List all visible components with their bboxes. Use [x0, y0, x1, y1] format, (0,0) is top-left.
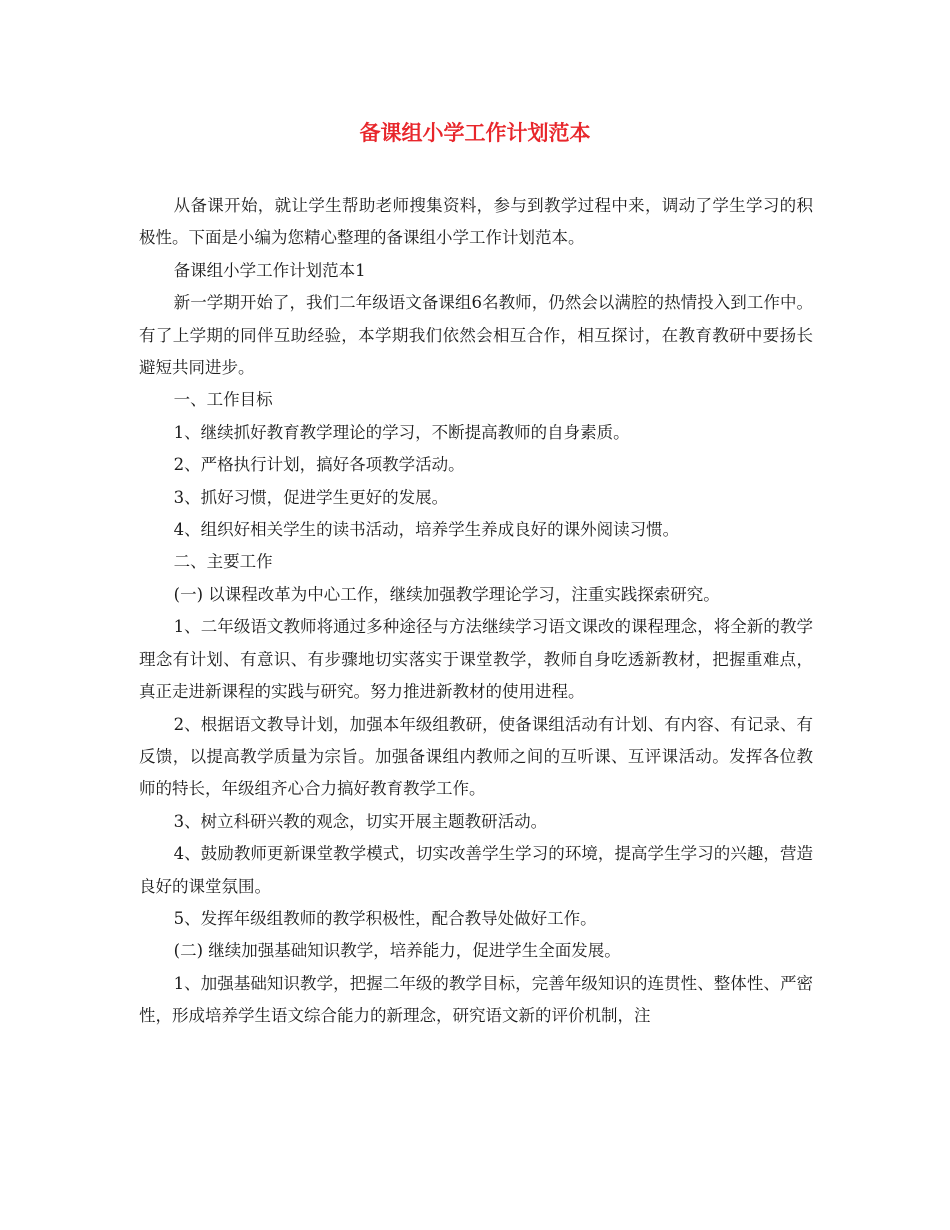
list-item: 5、发挥年级组教师的教学积极性，配合教导处做好工作。 [173, 908, 597, 928]
list-item: 1、加强基础知识教学，把握二年级的教学目标，完善年级知识的连贯性、整体性、严密性，形成培养学生语文综合能力的新理念，研究语文新的评价机制，注 [139, 973, 813, 1026]
list-item: 3、树立科研兴教的观念，切实开展主题教研活动。 [173, 811, 548, 831]
paragraph: 从备课开始，就让学生帮助老师搜集资料，参与到教学过程中来，调动了学生学习的积极性。下面是小编为您精心整理的备课组小学工作计划范本。 [139, 196, 813, 248]
list-item: 2、根据语文教导计划，加强本年级组教研，使备课组活动有计划、有内容、有记录、有反馈，以提高教学质量为宗旨。加强备课组内教师之间的互听课、互评课活动。发挥各位教师的特长，年级组齐心合力搞好教育教学工作。 [139, 714, 813, 799]
list-item: 2、严格执行计划，搞好各项教学活动。 [173, 455, 465, 475]
paragraph: 新一学期开始了，我们二年级语文备课组6名教师，仍然会以满腔的热情投入到工作中。有了上学期的同伴互助经验，本学期我们依然会相互合作，相互探讨，在教育教研中要扬长避短共同进步。 [139, 293, 813, 378]
section-heading: 二、主要工作 [173, 552, 273, 572]
list-item: 1、二年级语文教师将通过多种途径与方法继续学习语文课改的课程理念，将全新的教学理念有计划、有意识、有步骤地切实落实于课堂教学，教师自身吃透新教材，把握重难点，真正走进新课程的实践与研究。努力推进新教材的使用进程。 [139, 617, 813, 702]
section-heading: 一、工作目标 [173, 390, 273, 410]
document-body [139, 190, 813, 1033]
section-heading: 备课组小学工作计划范本1 [173, 260, 366, 280]
list-item: 4、鼓励教师更新课堂教学模式，切实改善学生学习的环境，提高学生学习的兴趣，营造良好的课堂氛围。 [139, 844, 813, 896]
list-item: 1、继续抓好教育教学理论的学习，不断提高教师的自身素质。 [173, 422, 630, 442]
subsection-heading: (二) 继续加强基础知识教学，培养能力，促进学生全面发展。 [173, 941, 621, 961]
list-item: 3、抓好习惯，促进学生更好的发展。 [173, 487, 449, 507]
subsection-heading: (一) 以课程改革为中心工作，继续加强教学理论学习，注重实践探索研究。 [173, 584, 720, 604]
list-item: 4、组织好相关学生的读书活动，培养学生养成良好的课外阅读习惯。 [173, 520, 680, 540]
document-title: 备课组小学工作计划范本 [359, 120, 591, 145]
